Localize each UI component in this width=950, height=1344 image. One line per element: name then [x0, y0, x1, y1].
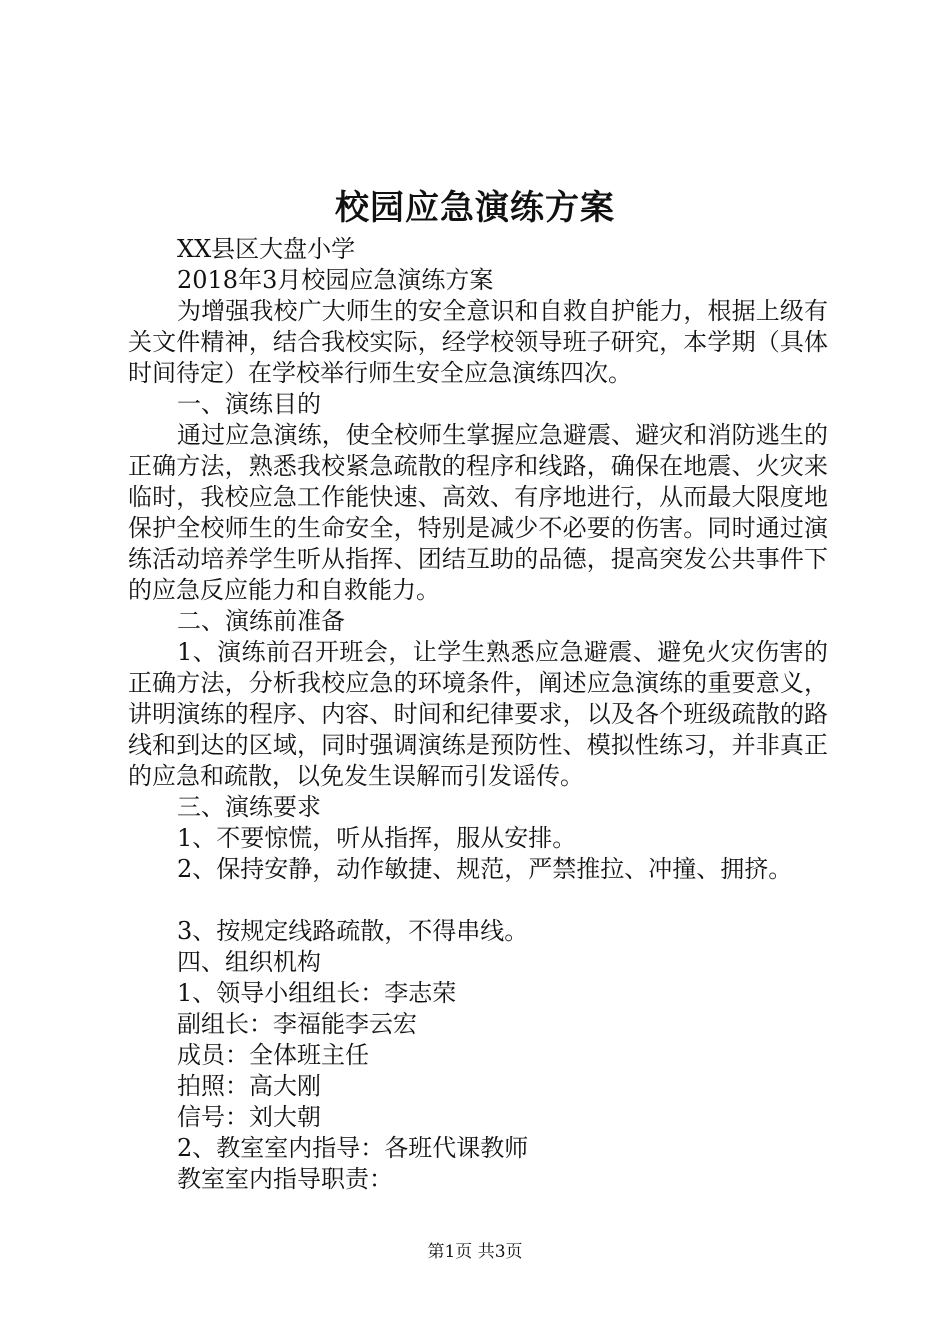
section-paragraph-preparation: 1、演练前召开班会，让学生熟悉应急避震、避免火灾伤害的正确方法，分析我校应急的环境条件，阐述应急演练的重要意义，讲明演练的程序、内容、时间和纪律要求，以及各个班级疏散的路线和到达的区域，同时强调演练是预防性、模拟性练习，并非真正的应急和疏散，以免发生误解而引发谣传。 [128, 638, 828, 790]
page-number-footer: 第1页 共3页 [427, 1242, 523, 1262]
section-heading-preparation: 二、演练前准备 [177, 607, 345, 635]
organization-item: 信号：刘大朝 [177, 1103, 321, 1131]
organization-item: 成员：全体班主任 [177, 1041, 369, 1069]
requirement-item: 3、按规定线路疏散，不得串线。 [177, 917, 529, 945]
intro-paragraph: 为增强我校广大师生的安全意识和自救自护能力，根据上级有关文件精神，结合我校实际，经学校领导班子研究，本学期（具体时间待定）在学校举行师生安全应急演练四次。 [128, 297, 828, 387]
requirement-item: 1、不要惊慌，听从指挥，服从安排。 [177, 824, 577, 852]
section-heading-organization: 四、组织机构 [177, 948, 321, 976]
section-paragraph-purpose: 通过应急演练，使全校师生掌握应急避震、避灾和消防逃生的正确方法，熟悉我校紧急疏散的程序和线路，确保在地震、火灾来临时，我校应急工作能快速、高效、有序地进行，从而最大限度地保护全校师生的生命安全，特别是减少不必要的伤害。同时通过演练活动培养学生听从指挥、团结互助的品德，提高突发公共事件下的应急反应能力和自救能力。 [128, 421, 828, 604]
organization-item: 拍照：高大刚 [177, 1072, 321, 1100]
section-heading-requirements: 三、演练要求 [177, 793, 321, 821]
document-subtitle: 2018年3月校园应急演练方案 [177, 266, 494, 294]
document-body [128, 234, 828, 1195]
requirement-item: 2、保持安静，动作敏捷、规范，严禁推拉、冲撞、拥挤。 [177, 855, 793, 883]
organization-item: 2、教室室内指导：各班代课教师 [177, 1134, 529, 1162]
organization-item: 1、领导小组组长：李志荣 [177, 979, 457, 1007]
blank-line [128, 885, 828, 916]
section-heading-purpose: 一、演练目的 [177, 390, 321, 418]
organization-item: 副组长：李福能李云宏 [177, 1010, 417, 1038]
organization-item: 教室室内指导职责： [177, 1165, 393, 1193]
school-name: XX县区大盘小学 [177, 235, 356, 263]
document-title: 校园应急演练方案 [335, 188, 615, 228]
